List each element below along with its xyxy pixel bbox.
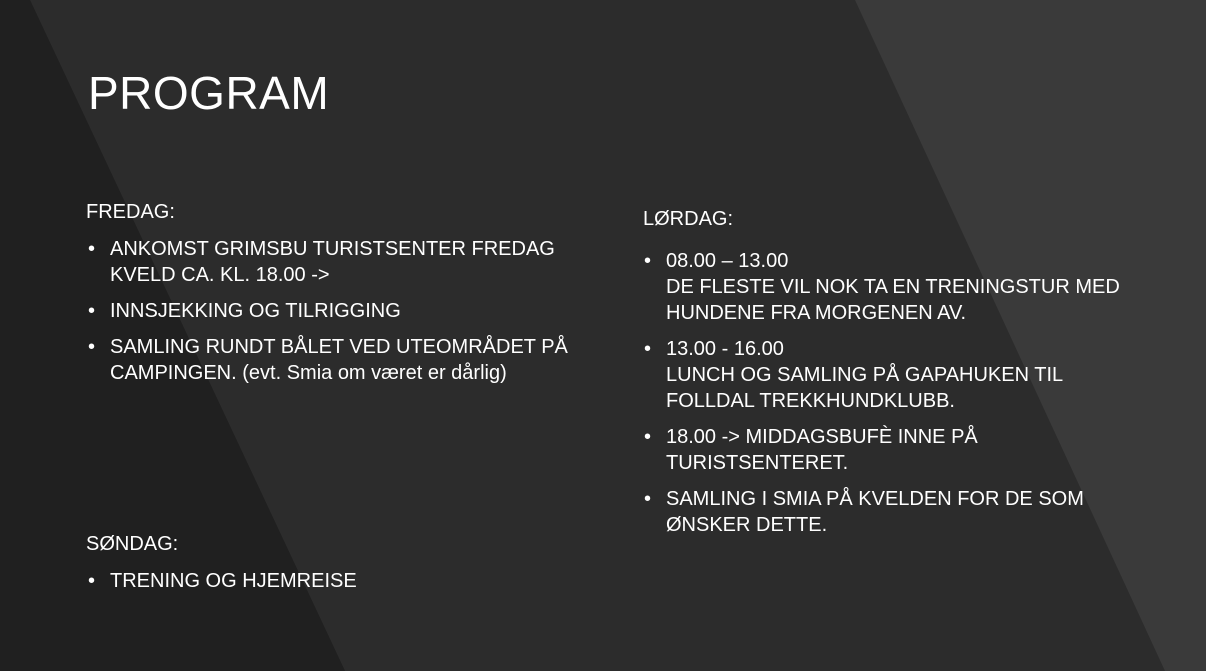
- item-text: • 18.00 -> MIDDAGSBUFÈ INNE PÅ TURISTSENTERET.: [666, 426, 978, 474]
- item-text: • SAMLING I SMIA PÅ KVELDEN FOR DE SOM ØNSKER DETTE.: [666, 488, 1084, 536]
- list-item: [644, 486, 1144, 538]
- time-range: • 08.00 – 13.00: [666, 250, 789, 272]
- list-item: [644, 424, 1144, 476]
- list-item: [644, 336, 1144, 414]
- list-item: • SAMLING RUNDT BÅLET VED UTEOMRÅDET PÅ CAMPINGEN. (evt. Smia om været er dårlig): [88, 334, 578, 386]
- fredag-heading: FREDAG:: [86, 201, 175, 223]
- sondag-list: [88, 568, 578, 604]
- lordag-list: [644, 248, 1144, 548]
- item-text: DE FLESTE VIL NOK TA EN TRENINGSTUR MED HUNDENE FRA MORGENEN AV.: [666, 276, 1120, 324]
- list-item: • TRENING OG HJEMREISE: [88, 568, 578, 594]
- lordag-heading: LØRDAG:: [643, 208, 734, 230]
- fredag-list: [88, 236, 578, 396]
- item-text: LUNCH OG SAMLING PÅ GAPAHUKEN TIL FOLLDAL TREKKHUNDKLUBB.: [666, 364, 1063, 412]
- sondag-heading: SØNDAG:: [86, 533, 179, 555]
- time-range: • 13.00 - 16.00: [666, 338, 784, 360]
- list-item: • ANKOMST GRIMSBU TURISTSENTER FREDAG KVELD CA. KL. 18.00 ->: [88, 236, 578, 288]
- slide-title: PROGRAM: [88, 67, 330, 119]
- list-item: • INNSJEKKING OG TILRIGGING: [88, 298, 578, 324]
- list-item: [644, 248, 1144, 326]
